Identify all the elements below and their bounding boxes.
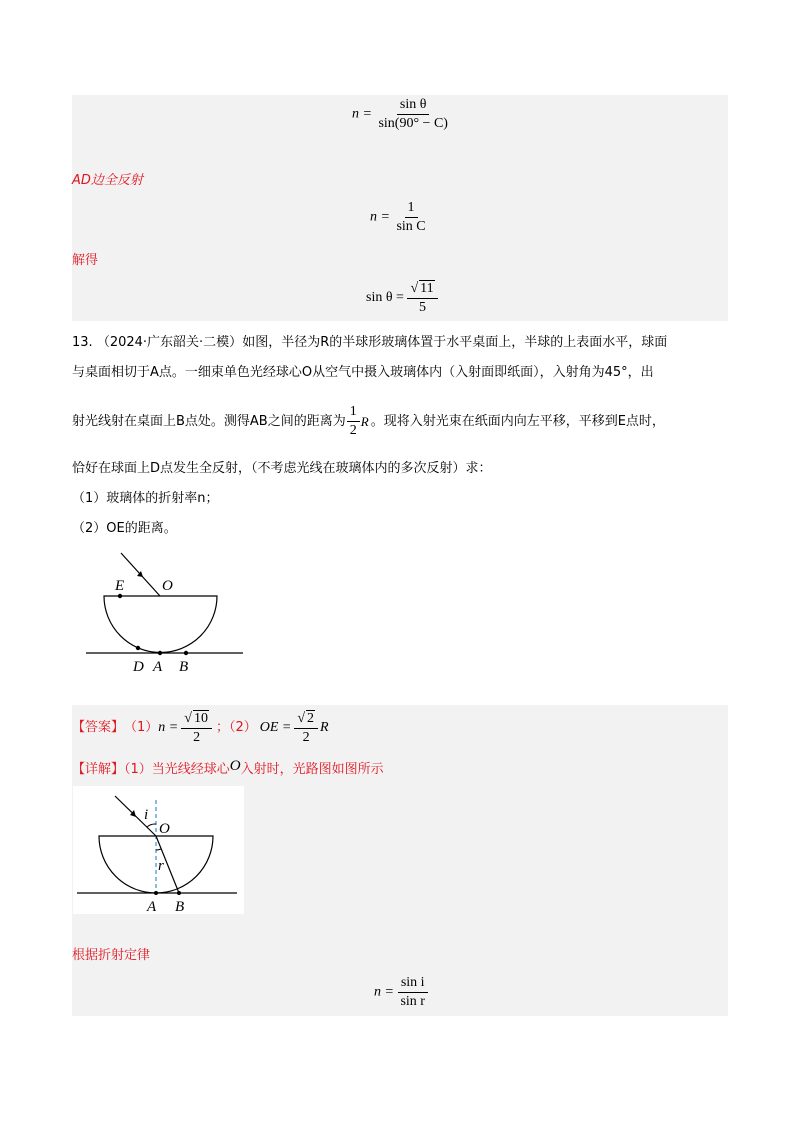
problem-13-line1 <box>72 334 732 352</box>
numerator: 1 <box>405 200 418 218</box>
eq-lhs: n = <box>370 209 390 225</box>
radius-symbol: R <box>360 413 369 429</box>
sqrt-radicand: 10 <box>193 711 208 726</box>
point-e <box>118 594 122 598</box>
detail-tag: 【详解】 <box>72 762 125 777</box>
sqrt-radicand: 2 <box>307 711 315 726</box>
fraction <box>181 710 212 746</box>
label-e: E <box>115 578 125 594</box>
answer-oe-formula <box>257 710 329 746</box>
problem-source: （2024·广东韶关·二模） <box>96 335 243 350</box>
problem-13-line3 <box>72 404 752 439</box>
label-b: B <box>179 659 189 675</box>
fraction <box>393 200 428 235</box>
hemisphere-figure <box>82 548 247 678</box>
eq-lhs: OE = <box>259 720 292 735</box>
detail-line <box>72 760 384 779</box>
detail-text: 入射时，光路图如图所示 <box>240 762 384 777</box>
point-a <box>154 891 158 895</box>
point-a <box>158 651 162 655</box>
eq-lhs: n = <box>374 984 394 1000</box>
label-b: B <box>175 899 185 914</box>
fraction <box>407 280 437 316</box>
answer-line <box>72 710 329 746</box>
angle-i-arc <box>147 824 156 827</box>
label-refraction-law: 根据折射定律 <box>72 948 151 963</box>
denominator: 5 <box>419 300 427 315</box>
equation-refraction-law <box>374 975 428 1010</box>
equation-n-sin-theta <box>352 97 451 132</box>
fraction <box>294 710 318 746</box>
problem-13-line2: 与桌面相切于A点。一细束单色光经球心O从空气中摄入玻璃体内（入射面即纸面），入射角为45°，出 <box>72 365 654 380</box>
equation-n-one-over-sinc <box>370 200 429 235</box>
label-o: O <box>159 821 170 837</box>
answer-part2: ；（2） <box>215 720 257 735</box>
denominator: 2 <box>349 423 357 438</box>
problem-text: 。现将入射光束在纸面内向左平移，平移到E点时， <box>370 413 665 429</box>
question-1: （1）玻璃体的折射率n； <box>72 491 219 506</box>
label-i: i <box>144 807 149 823</box>
label-a: A <box>147 899 157 914</box>
denominator: sin C <box>396 219 426 234</box>
problem-text: 射光线射在桌面上B点处。测得AB之间的距离为 <box>72 413 346 429</box>
eq-lhs: n = <box>158 720 179 735</box>
label-o: O <box>162 578 173 594</box>
sqrt-radicand: 11 <box>420 281 434 296</box>
problem-number: 13. <box>72 335 93 350</box>
eq-lhs: n = <box>352 106 372 122</box>
denominator: 2 <box>193 730 201 745</box>
problem-text: 如图，半径为R的半球形玻璃体置于水平桌面上，半球的上表面水平，球面 <box>242 335 668 350</box>
equation-sin-theta-result <box>366 280 438 316</box>
fraction <box>397 975 428 1010</box>
answer-n-formula <box>158 710 212 746</box>
question-2: （2）OE的距离。 <box>72 521 177 536</box>
denominator: 2 <box>302 730 310 745</box>
eq-lhs: sin θ = <box>366 290 404 306</box>
angle-r-arc <box>156 849 161 850</box>
denominator: sin(90° − C) <box>378 116 448 131</box>
half-fraction <box>347 404 360 439</box>
numerator: √ 11 <box>407 280 437 299</box>
label-jiede: 解得 <box>72 253 99 268</box>
point-b <box>184 651 188 655</box>
label-a: A <box>153 659 163 675</box>
point-b <box>177 891 181 895</box>
denominator: sin r <box>400 994 425 1009</box>
hemisphere-outline <box>104 596 217 653</box>
numerator: √ 10 <box>181 710 212 729</box>
answer-part1: （1） <box>124 720 159 735</box>
symbol-o: O <box>229 758 241 774</box>
numerator: sin i <box>398 975 428 993</box>
label-d: D <box>133 659 144 675</box>
problem-13-line4: 恰好在球面上D点发生全反射，（不考虑光线在玻璃体内的多次反射）求： <box>72 461 492 476</box>
numerator: √ 2 <box>294 710 318 729</box>
detail-text: （1）当光线经球心 <box>124 762 230 777</box>
point-d <box>136 646 140 650</box>
numerator: 1 <box>347 404 360 422</box>
light-path-figure <box>73 786 244 914</box>
numerator: sin θ <box>397 97 430 115</box>
fraction <box>375 97 451 132</box>
label-r: r <box>158 858 164 874</box>
answer-tag: 【答案】 <box>72 720 125 735</box>
radius-symbol: R <box>320 720 329 735</box>
label-ad-total-reflection: AD边全反射 <box>72 173 143 188</box>
